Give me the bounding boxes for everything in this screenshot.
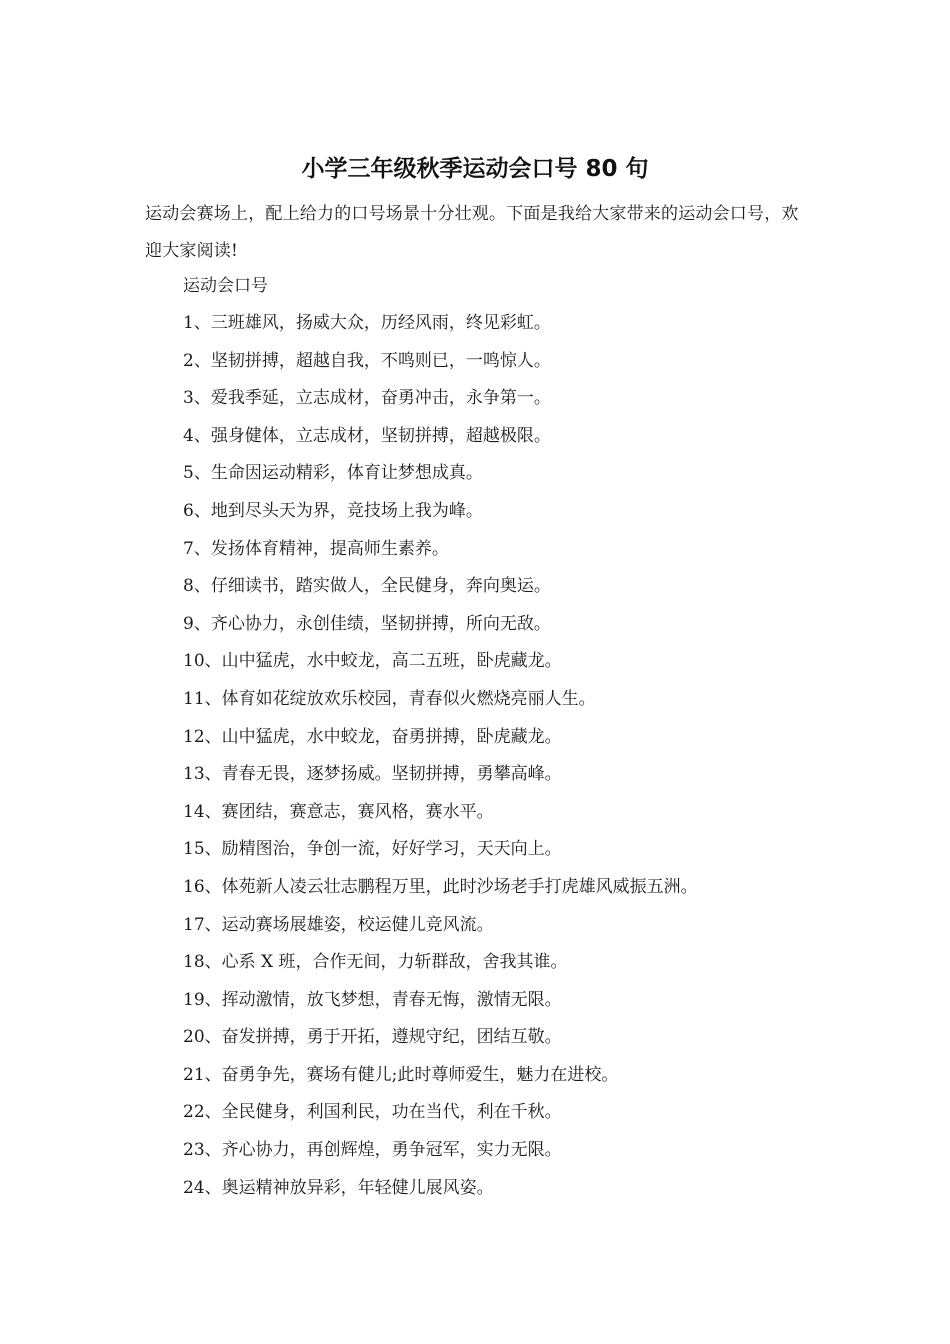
- list-item: 6、地到尽头天为界，竞技场上我为峰。: [183, 500, 483, 521]
- list-item: 23、齐心协力，再创辉煌，勇争冠军，实力无限。: [183, 1140, 562, 1161]
- list-item: 8、仔细读书，踏实做人，全民健身，奔向奥运。: [183, 576, 551, 597]
- list-item: 2、坚韧拼搏，超越自我，不鸣则已，一鸣惊人。: [183, 350, 551, 371]
- list-item: 12、山中猛虎，水中蛟龙，奋勇拼搏，卧虎藏龙。: [183, 726, 562, 747]
- list-item: 20、奋发拼搏，勇于开拓，遵规守纪，团结互敬。: [183, 1027, 562, 1048]
- list-item: 19、挥动激情，放飞梦想，青春无悔，激情无限。: [183, 989, 562, 1010]
- list-item: 17、运动赛场展雄姿，校运健儿竞风流。: [183, 914, 494, 935]
- intro-paragraph: 运动会赛场上，配上给力的口号场景十分壮观。下面是我给大家带来的运动会口号，欢迎大家阅读!: [145, 204, 799, 261]
- list-item: 4、强身健体，立志成材，坚韧拼搏，超越极限。: [183, 425, 551, 446]
- list-item: 18、心系 X 班，合作无间，力斩群敌，舍我其谁。: [183, 952, 568, 973]
- list-item: 3、爱我季延，立志成材，奋勇冲击，永争第一。: [183, 388, 551, 409]
- section-heading: 运动会口号: [183, 276, 268, 296]
- list-item: 11、体育如花绽放欢乐校园，青春似火燃烧亮丽人生。: [183, 688, 596, 709]
- list-item: 10、山中猛虎，水中蛟龙，高二五班，卧虎藏龙。: [183, 651, 562, 672]
- list-item: 21、奋勇争先，赛场有健儿;此时尊师爱生，魅力在进校。: [183, 1064, 619, 1085]
- list-item: 13、青春无畏，逐梦扬威。坚韧拼搏，勇攀高峰。: [183, 764, 562, 785]
- list-item: 5、生命因运动精彩，体育让梦想成真。: [183, 463, 483, 484]
- list-item: 1、三班雄风，扬威大众，历经风雨，终见彩虹。: [183, 313, 551, 333]
- slogan-list: [183, 305, 823, 1207]
- list-item: 7、发扬体育精神，提高师生素养。: [183, 538, 449, 559]
- document-title: 小学三年级秋季运动会口号 80 句: [301, 156, 649, 182]
- list-item: 9、齐心协力，永创佳绩，坚韧拼搏，所向无敌。: [183, 613, 551, 634]
- list-item: 24、奥运精神放异彩，年轻健儿展风姿。: [183, 1177, 494, 1198]
- list-item: 15、励精图治，争创一流，好好学习，天天向上。: [183, 839, 562, 860]
- list-item: 16、体苑新人凌云壮志鹏程万里，此时沙场老手打虎雄风威振五洲。: [183, 876, 698, 897]
- list-item: 22、全民健身，利国利民，功在当代，利在千秋。: [183, 1102, 562, 1123]
- list-item: 14、赛团结，赛意志，赛风格，赛水平。: [183, 801, 494, 822]
